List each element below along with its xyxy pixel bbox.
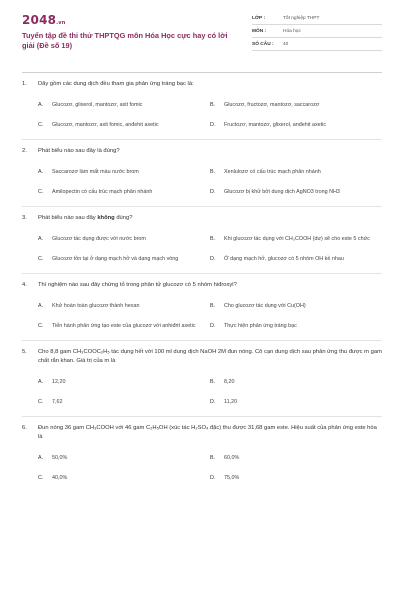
option-text: Khử hoàn toàn glucozơ thành hexan	[52, 302, 140, 309]
page-header	[0, 0, 400, 64]
answer-option-a[interactable]	[38, 162, 210, 182]
meta-value: Hóa học	[283, 28, 301, 34]
question-divider	[22, 273, 382, 274]
answer-options	[22, 296, 382, 336]
option-letter: B.	[210, 168, 216, 175]
question-number: 3.	[22, 214, 27, 221]
option-text: Glucozơ, glixerol, mantozơ, axit fomic	[52, 101, 143, 108]
answer-option-d[interactable]	[210, 468, 382, 488]
answer-options	[22, 372, 382, 412]
meta-row-subject	[252, 25, 382, 38]
option-text: Thực hiện phản ứng tráng bạc	[224, 322, 297, 329]
option-letter: A.	[38, 235, 44, 242]
option-text: Glucozơ bị khử bởi dung dịch AgNO3 trong NH3	[224, 188, 340, 195]
question-divider	[22, 416, 382, 417]
question-number: 4.	[22, 281, 27, 288]
option-text: Glucozơ tồn tại ở dạng mạch hở và dạng mạch vòng	[52, 255, 179, 262]
option-text: Glucozơ tác dụng được với nước brom	[52, 235, 146, 242]
answer-option-b[interactable]	[210, 296, 382, 316]
question	[22, 80, 382, 140]
answer-option-d[interactable]	[210, 316, 382, 336]
answer-option-b[interactable]	[210, 229, 382, 249]
option-text: Amilopectin có cấu trúc mạch phân nhánh	[52, 188, 153, 195]
question-text: Dãy gồm các dung dịch đều tham gia phản ứng tráng bạc là:	[38, 81, 194, 87]
page-title: Tuyển tập đề thi thử THPTQG môn Hóa Học cực hay có lời giải (Đề số 19)	[22, 31, 228, 50]
option-text: 60,0%	[224, 454, 240, 461]
answer-option-d[interactable]	[210, 115, 382, 135]
option-letter: A.	[38, 302, 44, 309]
option-letter: B.	[210, 235, 216, 242]
answer-option-c[interactable]	[38, 392, 210, 412]
option-letter: B.	[210, 302, 216, 309]
option-text: Fructozơ, mantozơ, glixerol, anđehit axetic	[224, 121, 327, 128]
question-number: 2.	[22, 147, 27, 154]
answer-option-c[interactable]	[38, 249, 210, 269]
question-divider	[22, 206, 382, 207]
option-letter: C.	[38, 121, 44, 128]
question	[22, 281, 382, 341]
option-letter: D.	[210, 121, 216, 128]
option-text: Khi glucozơ tác dụng với CH₃COOH (dư) sẽ cho este 5 chức	[224, 235, 370, 242]
option-letter: A.	[38, 168, 44, 175]
question	[22, 348, 382, 417]
meta-row-class	[252, 12, 382, 25]
site-logo[interactable]	[22, 13, 66, 27]
option-text: 12,20	[52, 378, 66, 385]
answer-option-d[interactable]	[210, 392, 382, 412]
option-text: 75,0%	[224, 474, 240, 481]
answer-option-b[interactable]	[210, 448, 382, 468]
answer-options	[22, 162, 382, 202]
option-letter: D.	[210, 188, 216, 195]
answer-option-d[interactable]	[210, 249, 382, 269]
question-text: Đun nóng 36 gam CH₃COOH với 46 gam C₂H₅OH (xúc tác H₂SO₄ đặc) thu được 31,68 gam este. Hiệu suất của phản ứng este hóa là	[38, 424, 377, 440]
option-text: Cho glucozơ tác dụng với Cu(OH)	[224, 302, 306, 309]
option-letter: B.	[210, 454, 216, 461]
option-letter: A.	[38, 454, 44, 461]
option-text: Xenlulozơ có cấu trúc mạch phân nhánh	[224, 168, 321, 175]
question-text: Cho 8,8 gam CH₃COOC₂H₅ tác dụng hết với 100 ml dung dịch NaOH 2M đun nóng. Cô cạn dung dịch sau phản ứng thu được m gam chất rắn khan. Giá trị của m là	[38, 348, 382, 364]
option-letter: C.	[38, 398, 44, 405]
logo-main: 2048	[22, 13, 57, 27]
question-text	[38, 214, 382, 223]
question-text: Thí nghiệm nào sau đây chứng tỏ trong phân tử glucozơ có 5 nhóm hiđroxyl?	[38, 281, 237, 288]
question-number: 6.	[22, 424, 27, 431]
option-text: Glucozơ, mantozơ, axit fomic, anđehit axetic	[52, 121, 159, 128]
question-number: 1.	[22, 81, 27, 87]
option-letter: C.	[38, 255, 44, 262]
option-letter: D.	[210, 474, 216, 481]
option-letter: D.	[210, 322, 216, 329]
meta-key: MÔN :	[252, 28, 267, 34]
option-letter: D.	[210, 255, 216, 262]
option-text: 8,20	[224, 378, 235, 385]
option-text: Saccarozơ làm mất màu nước brom	[52, 168, 139, 175]
option-text: 7,62	[52, 398, 63, 405]
answer-option-c[interactable]	[38, 468, 210, 488]
option-text: Tiến hành phản ứng tạo este của glucozơ với anhiđrit axetic	[52, 322, 196, 329]
option-text: 50,0%	[52, 454, 68, 461]
option-letter: C.	[38, 474, 44, 481]
meta-row-count	[252, 38, 382, 51]
question-divider	[22, 340, 382, 341]
answer-option-c[interactable]	[38, 316, 210, 336]
question-text-part: Phát biểu nào sau đây	[38, 214, 98, 221]
question-text: Phát biểu nào sau đây là đúng?	[38, 147, 120, 154]
meta-value: 40	[283, 41, 289, 47]
answer-option-c[interactable]	[38, 115, 210, 135]
answer-option-a[interactable]	[38, 296, 210, 316]
option-text: 40,0%	[52, 474, 68, 481]
answer-option-a[interactable]	[38, 372, 210, 392]
answer-option-c[interactable]	[38, 182, 210, 202]
option-letter: C.	[38, 188, 44, 195]
answer-option-a[interactable]	[38, 95, 210, 115]
header-divider	[22, 72, 382, 73]
option-letter: C.	[38, 322, 44, 329]
option-letter: D.	[210, 398, 216, 405]
answer-options	[22, 95, 382, 135]
answer-option-d[interactable]	[210, 182, 382, 202]
option-letter: B.	[210, 378, 216, 385]
answer-options	[22, 448, 382, 488]
exam-meta	[252, 12, 382, 51]
question	[22, 214, 382, 274]
option-text: 11,20	[224, 398, 238, 405]
answer-option-a[interactable]	[38, 229, 210, 249]
meta-key: LỚP :	[252, 15, 266, 21]
option-text: Ở dạng mạch hở, glucozơ có 5 nhóm OH kề nhau	[224, 255, 344, 262]
answer-option-b[interactable]	[210, 372, 382, 392]
question	[22, 147, 382, 207]
option-text: Glucozơ, fructozơ, mantozơ, saccarozơ	[224, 101, 320, 108]
question-list	[22, 80, 382, 492]
question-divider	[22, 139, 382, 140]
answer-option-a[interactable]	[38, 448, 210, 468]
answer-option-b[interactable]	[210, 95, 382, 115]
option-letter: A.	[38, 101, 44, 108]
meta-value: Tốt nghiệp THPT	[283, 15, 320, 21]
question	[22, 424, 382, 488]
option-letter: A.	[38, 378, 44, 385]
meta-key: SỐ CÂU :	[252, 41, 274, 47]
answer-options	[22, 229, 382, 269]
emphasis-keyword: không	[97, 214, 115, 221]
question-text-part: đúng?	[114, 214, 133, 221]
question-number: 5.	[22, 348, 27, 355]
logo-suffix: .vn	[56, 20, 66, 26]
option-letter: B.	[210, 101, 216, 108]
answer-option-b[interactable]	[210, 162, 382, 182]
